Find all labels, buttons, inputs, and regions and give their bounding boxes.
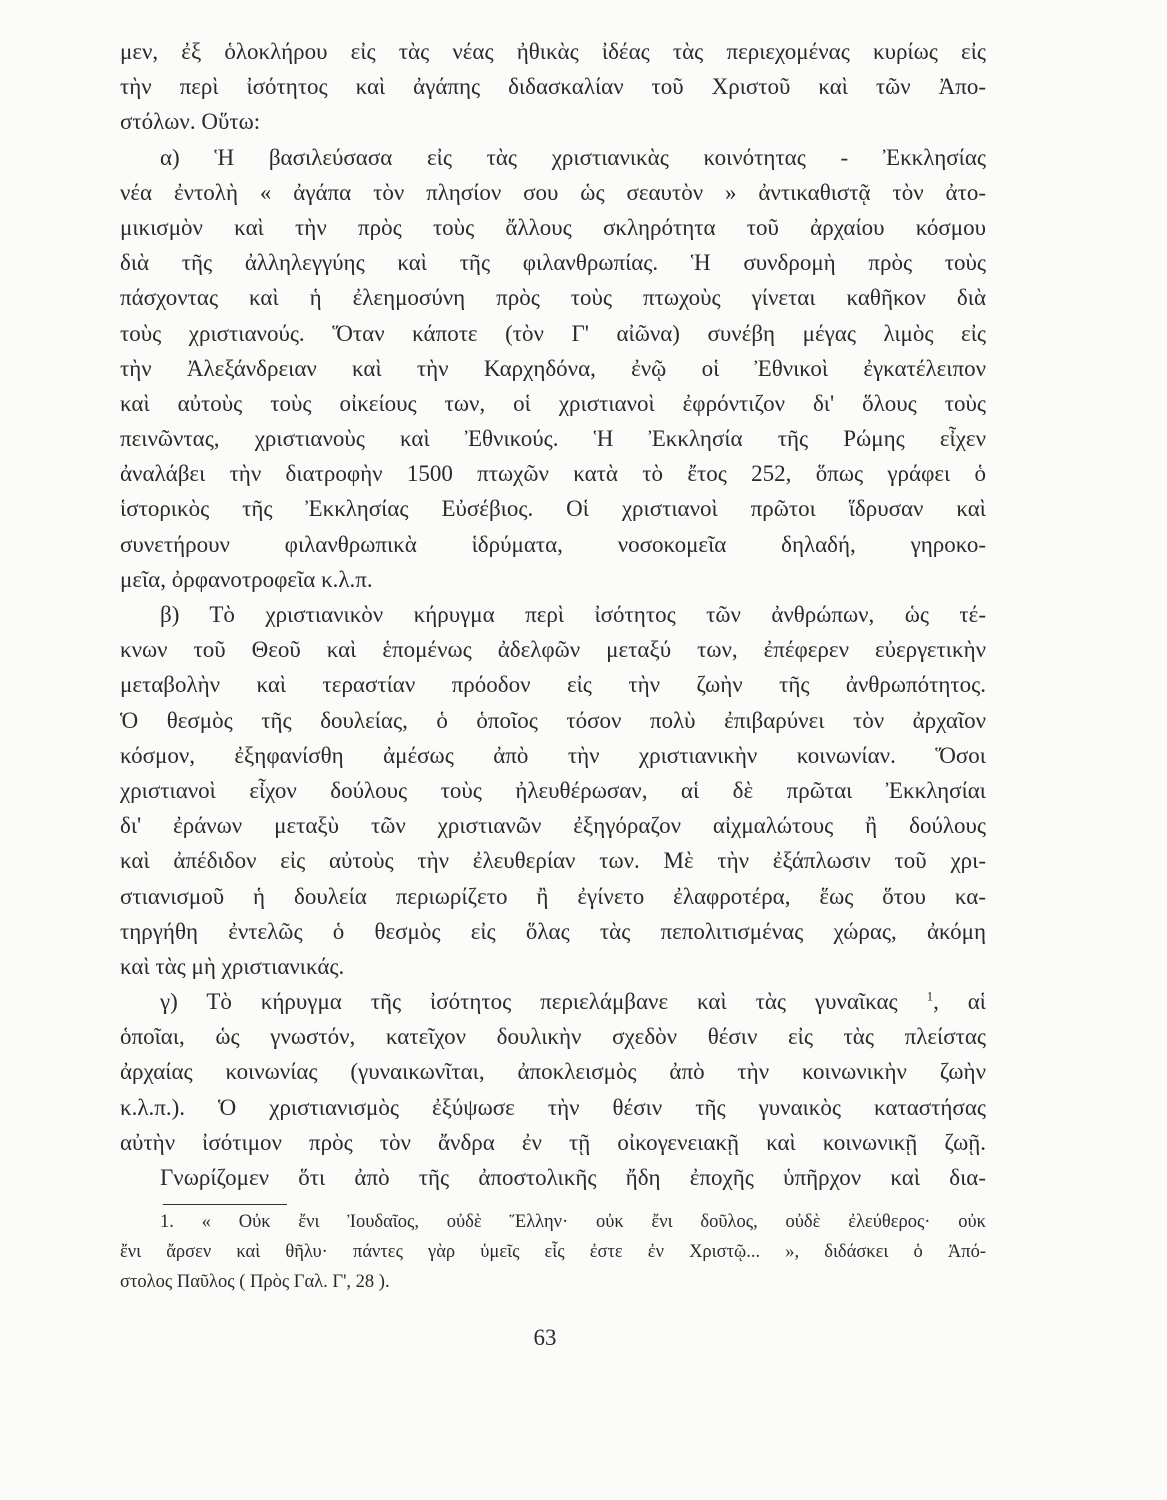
text-line: ὁποῖαι, ὡς γνωστόν, κατεῖχον δουλικὴν σχεδὸν θέσιν εἰς τὰς πλείστας [120, 1024, 986, 1050]
footnote-separator [163, 1204, 287, 1205]
text-line: καὶ τὰς μὴ χριστιανικάς. [120, 953, 345, 979]
text-line: τηργήθη ἐντελῶς ὁ θεσμὸς εἰς ὅλας τὰς πεπολιτισμένας χώρας, ἀκόμη [120, 918, 986, 944]
text-line: καὶ αὐτοὺς τοὺς οἰκείους των, οἱ χριστιανοὶ ἐφρόντιζον δι' ὅλους τοὺς [120, 390, 986, 416]
footnotes [120, 1207, 986, 1297]
footnote-line: ἔνι ἄρσεν καὶ θῆλυ· πάντες γὰρ ὑμεῖς εἷς ἐστε ἐν Χριστῷ... », διδάσκει ὁ Ἀπό- [120, 1242, 986, 1262]
text-line: μεῖα, ὀρφανοτροφεῖα κ.λ.π. [120, 566, 373, 592]
paragraph-gamma-start [120, 984, 986, 1019]
paragraph-start: Γνωρίζομεν ὅτι ἀπὸ τῆς ἀποστολικῆς ἤδη ἐποχῆς ὑπῆρχον καὶ δια- [160, 1165, 986, 1190]
text-line: κνων τοῦ Θεοῦ καὶ ἑπομένως ἀδελφῶν μεταξύ των, ἐπέφερεν εὐεργετικὴν [120, 637, 986, 663]
text-line: καὶ ἀπέδιδον εἰς αὐτοὺς τὴν ἐλευθερίαν των. Μὲ τὴν ἐξάπλωσιν τοῦ χρι- [120, 848, 986, 874]
paragraph-beta-start: β) Τὸ χριστιανικὸν κήρυγμα περὶ ἰσότητος τῶν ἀνθρώπων, ὡς τέ- [160, 602, 986, 627]
text-line: μεν, ἐξ ὁλοκλήρου εἰς τὰς νέας ἠθικὰς ἰδέας τὰς περιεχομένας κυρίως εἰς [120, 39, 986, 64]
text-line: στιανισμοῦ ἡ δουλεία περιωρίζετο ἢ ἐγίνετο ἐλαφροτέρα, ἕως ὅτου κα- [120, 883, 986, 909]
text-line: πάσχοντας καὶ ἡ ἐλεημοσύνη πρὸς τοὺς πτωχοὺς γίνεται καθῆκον διὰ [120, 285, 986, 311]
body-text [120, 34, 986, 1195]
text-line: δι' ἐράνων μεταξὺ τῶν χριστιανῶν ἐξηγόραζον αἰχμαλώτους ἢ δούλους [120, 813, 986, 839]
text-line: αὐτὴν ἰσότιμον πρὸς τὸν ἄνδρα ἐν τῇ οἰκογενειακῇ καὶ κοινωνικῇ ζωῇ. [120, 1129, 986, 1155]
text-line: χριστιανοὶ εἶχον δούλους τοὺς ἠλευθέρωσαν, αἱ δὲ πρῶται Ἐκκλησίαι [120, 777, 986, 803]
text-line: Ὁ θεσμὸς τῆς δουλείας, ὁ ὁποῖος τόσον πολὺ ἐπιβαρύνει τὸν ἀρχαῖον [120, 707, 986, 733]
footnote-line: 1. « Οὐκ ἔνι Ἰουδαῖος, οὐδὲ Ἕλλην· οὐκ ἔνι δοῦλος, οὐδὲ ἐλεύθερος· οὐκ [160, 1212, 986, 1232]
text-line: πεινῶντας, χριστιανοὺς καὶ Ἐθνικούς. Ἡ Ἐκκλησία τῆς Ρώμης εἶχεν [120, 426, 986, 452]
text-line: τοὺς χριστιανούς. Ὅταν κάποτε (τὸν Γ' αἰῶνα) συνέβη μέγας λιμὸς εἰς [120, 320, 986, 346]
text-line: διὰ τῆς ἀλληλεγγύης καὶ τῆς φιλανθρωπίας. Ἡ συνδρομὴ πρὸς τοὺς [120, 250, 986, 276]
text-line: μικισμὸν καὶ τὴν πρὸς τοὺς ἄλλους σκληρότητα τοῦ ἀρχαίου κόσμου [120, 214, 986, 240]
text-line: τὴν Ἀλεξάνδρειαν καὶ τὴν Καρχηδόνα, ἐνῷ οἱ Ἐθνικοὶ ἐγκατέλειπον [120, 355, 986, 381]
text-line: κ.λ.π.). Ὁ χριστιανισμὸς ἐξύψωσε τὴν θέσιν τῆς γυναικὸς καταστήσας [120, 1094, 986, 1120]
paragraph-alpha-start: α) Ἡ βασιλεύσασα εἰς τὰς χριστιανικὰς κοινότητας - Ἐκκλησίας [160, 144, 986, 170]
text-line: κόσμον, ἐξηφανίσθη ἀμέσως ἀπὸ τὴν χριστιανικὴν κοινωνίαν. Ὅσοι [120, 742, 986, 768]
text-span: γ) Τὸ κήρυγμα τῆς ἰσότητος περιελάμβανε καὶ τὰς γυναῖκας [160, 989, 898, 1015]
footnote-line: στολος Παῦλος ( Πρὸς Γαλ. Γ', 28 ). [120, 1272, 390, 1292]
text-span: , αἱ [933, 989, 986, 1015]
text-line: τὴν περὶ ἰσότητος καὶ ἀγάπης διδασκαλίαν τοῦ Χριστοῦ καὶ τῶν Ἀπο- [120, 74, 986, 100]
text-line: μεταβολὴν καὶ τεραστίαν πρόοδον εἰς τὴν ζωὴν τῆς ἀνθρωπότητος. [120, 672, 986, 698]
footnote-reference[interactable]: 1 [926, 988, 934, 1004]
text-line: ἱστορικὸς τῆς Ἐκκλησίας Εὐσέβιος. Οἱ χριστιανοὶ πρῶτοι ἵδρυσαν καὶ [120, 496, 986, 522]
text-line: ἀρχαίας κοινωνίας (γυναικωνῖται, ἀποκλεισμὸς ἀπὸ τὴν κοινωνικὴν ζωὴν [120, 1059, 986, 1085]
text-line: νέα ἐντολὴ « ἀγάπα τὸν πλησίον σου ὡς σεαυτὸν » ἀντικαθιστᾷ τὸν ἀτο- [120, 179, 986, 205]
text-line: συνετήρουν φιλανθρωπικὰ ἱδρύματα, νοσοκομεῖα δηλαδή, γηροκο- [120, 531, 986, 557]
text-line: ἀναλάβει τὴν διατροφὴν 1500 πτωχῶν κατὰ τὸ ἔτος 252, ὅπως γράφει ὁ [120, 461, 986, 487]
text-line: στόλων. Οὕτω: [120, 109, 261, 135]
page-number: 63 [533, 1325, 557, 1350]
